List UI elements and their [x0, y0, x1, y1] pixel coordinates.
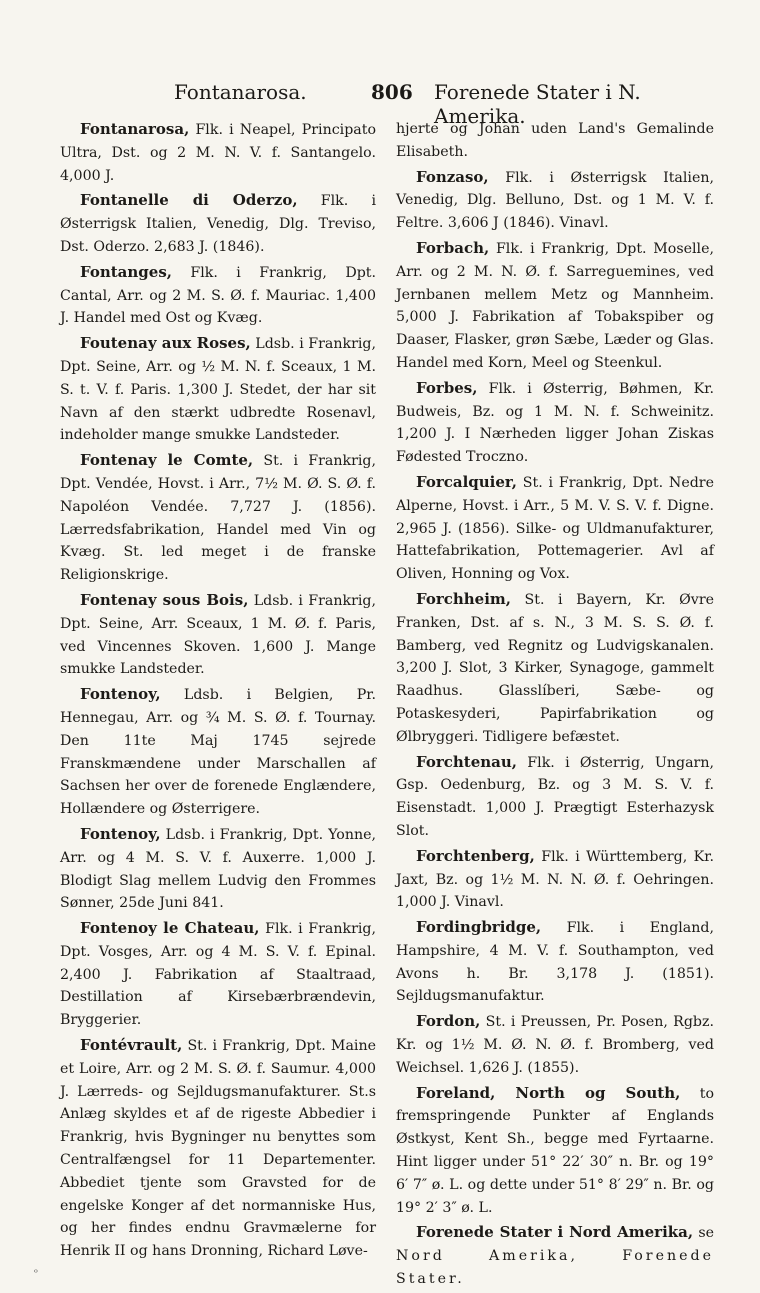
- entry-continuation: [396, 118, 714, 164]
- entry-text: Ldsb. i Frankrig, Dpt. Seine, Arr. og ½ M. N. f. Sceaux, 1 M. S. t. V. f. Paris. 1,300 J. Stedet, der har sit Navn af den stærkt udbredte Rosenavl, indeholder mange smukke Landsteder.: [60, 336, 376, 444]
- entry-headword: Fordon,: [416, 1012, 481, 1031]
- entry-headword: Foutenay aux Roses,: [80, 334, 251, 353]
- entry-text: Flk. i Württemberg, Kr. Jaxt, Bz. og 1½ M. N. N. Ø. f. Oehringen. 1,000 J. Vinavl.: [396, 848, 714, 911]
- entry: [60, 261, 376, 330]
- entry-text: Ldsb. i Frankrig, Dpt. Seine, Arr. Sceaux, 1 M. Ø. f. Paris, ved Vincennes Skoven. 1,600 J. Mange smukke Landsteder.: [60, 592, 376, 678]
- entry-text: Flk. i Neapel, Principato Ultra, Dst. og 2 M. N. V. f. Santangelo. 4,000 J.: [60, 122, 376, 184]
- entry-headword: Forbach,: [416, 238, 490, 257]
- entry-headword: Fontenoy le Chateau,: [80, 919, 260, 938]
- entry-headword: Fontévrault,: [80, 1036, 183, 1055]
- entry-text: St. i Preussen, Pr. Posen, Rgbz. Kr. og 1½ M. Ø. N. Ø. f. Bromberg, ved Weichsel. 1,626 J. (1855).: [396, 1014, 714, 1076]
- entry-headword: Forchheim,: [416, 589, 512, 608]
- entry: [396, 377, 714, 469]
- right-column: [396, 118, 714, 1293]
- header-right-keyword: Forenede Stater i N. Amerika.: [434, 80, 641, 128]
- entry-headword: Fontanarosa,: [80, 120, 190, 138]
- entry: [60, 1034, 376, 1263]
- entry: [396, 845, 714, 914]
- entry: [396, 916, 714, 1008]
- entry-text: Flk. i Frankrig, Dpt. Vosges, Arr. og 4 M. S. V. f. Epinal. 2,400 J. Fabrikation af Staaltraad, Destillation af Kirsebærbrændevin, Bryggerier.: [60, 921, 376, 1029]
- footer-mark: ᵒ: [34, 1268, 38, 1279]
- entry: [396, 751, 714, 843]
- entry-text: Ldsb. i Frankrig, Dpt. Yonne, Arr. og 4 M. S. V. f. Auxerre. 1,000 J. Blodigt Slag mellem Ludvig den Frommes Sønner, 25de Juni 841.: [60, 826, 376, 912]
- entry-text: Flk. i England, Hampshire, 4 M. V. f. Southampton, ved Avons h. Br. 3,178 J. (1851). Sejldugsmanufaktur.: [396, 920, 714, 1005]
- entry: [60, 449, 376, 587]
- entry: [396, 471, 714, 586]
- entry: [60, 189, 376, 258]
- entry-text: Ldsb. i Belgien, Pr. Hennegau, Arr. og ¾ M. S. Ø. f. Tournay. Den 11te Maj 1745 sejrede Franskmændene under Marschallen af Sachsen her over de forenede Englændere, Hollændere og Østerrigere.: [60, 687, 376, 818]
- entry-text: Flk. i Frankrig, Dpt. Cantal, Arr. og 2 M. S. Ø. f. Mauriac. 1,400 J. Handel med Ost og Kvæg.: [60, 264, 376, 327]
- entry: [396, 166, 714, 235]
- entry: [60, 917, 376, 1032]
- entry: [60, 683, 376, 821]
- entry-headword: Fontenay le Comte,: [80, 451, 254, 470]
- header-left-keyword: Fontanarosa.: [174, 80, 307, 104]
- entry-text: St. i Frankrig, Dpt. Vendée, Hovst. i Arr., 7½ M. Ø. S. Ø. f. Napoléon Vendée. 7,727 J. (1856). Lærredsfabrikation, Handel med Vin og Kvæg. St. led meget i de franske Religionskrige.: [60, 453, 376, 584]
- entry-headword: Foreland, North og South,: [416, 1083, 681, 1102]
- left-column: [60, 118, 376, 1265]
- running-header: [44, 76, 734, 128]
- entry-text: St. i Bayern, Kr. Øvre Franken, Dst. af s. N., 3 M. S. S. Ø. f. Bamberg, ved Regnitz og Ludvigskanalen. 3,200 J. Slot, 3 Kirker, Synagoge, gammelt Raadhus. Glasslíberi, Sæbe- og Potaskesyderi, Papirfabrikation og Ølbryggeri. Tidligere befæstet.: [396, 591, 714, 745]
- entry: [396, 588, 714, 749]
- entry-text: se: [693, 1225, 714, 1242]
- entry: [60, 589, 376, 681]
- entry-headword: Forenede Stater i Nord Amerika,: [416, 1223, 694, 1242]
- entry-headword: Fontenoy,: [80, 824, 161, 843]
- entry-text: to fremspringende Punkter af Englands Østkyst, Kent Sh., begge med Fyrtaarne. Hint ligger under 51° 22′ 30″ n. Br. og 19° 6′ 7″ ø. L. og dette under 51° 8′ 29″ n. Br. og 19° 2′ 3″ ø. L.: [396, 1085, 714, 1216]
- entry: [396, 1221, 714, 1290]
- entry-text: St. i Frankrig, Dpt. Maine et Loire, Arr. og 2 M. S. Ø. f. Saumur. 4,000 J. Lærreds- og Sejldugsmanufakturer. St.s Anlæg skyldes et af de rigeste Abbedier i Frankrig, hvis Bygninger nu benyttes som Centralfængsel for 11 Departementer. Abbediet tjente som Gravsted for de engelske Konger af det normanniske Hus, og her findes endnu Gravmælerne for Henrik II og hans Dronning, Richard Løve-: [60, 1038, 376, 1260]
- entry-headword: Forchtenberg,: [416, 846, 535, 865]
- entry: [396, 1082, 714, 1220]
- entry-text: Flk. i Østerrigsk Italien, Venedig, Dlg. Treviso, Dst. Oderzo. 2,683 J. (1846).: [60, 193, 377, 255]
- entry-headword: Fontanelle di Oderzo,: [80, 191, 298, 210]
- entry-text: Flk. i Østerrigsk Italien, Venedig, Dlg. Belluno, Dst. og 1 M. V. f. Feltre. 3,606 J (1846). Vinavl.: [396, 169, 714, 232]
- cross-reference: Nord Amerika, Forenede Stater.: [396, 1248, 714, 1288]
- entry-headword: Fonzaso,: [416, 167, 489, 186]
- entry-text: Flk. i Frankrig, Dpt. Moselle, Arr. og 2 M. N. Ø. f. Sarreguemines, ved Jernbanen mellem Metz og Mannheim. 5,000 J. Fabrikation af Tobakspiber og Daaser, Flasker, grøn Sæbe, Læder og Glas. Handel med Korn, Meel og Steenkul.: [396, 240, 714, 371]
- entry-text: St. i Frankrig, Dpt. Nedre Alperne, Hovst. i Arr., 5 M. V. S. V. f. Digne. 2,965 J. (1856). Silke- og Uldmanufakturer, Hattefabrikation, Pottemagerier. Avl af Oliven, Honning og Vox.: [396, 474, 714, 583]
- entry-headword: Fontenay sous Bois,: [80, 590, 249, 609]
- entry-headword: Fontanges,: [80, 262, 172, 281]
- entry-headword: Forbes,: [416, 378, 478, 397]
- entry-headword: Fordingbridge,: [416, 918, 542, 937]
- entry: [60, 118, 376, 187]
- entry-headword: Forcalquier,: [416, 472, 517, 491]
- entry-headword: Fontenoy,: [80, 685, 161, 704]
- entry-text: hjerte og Johan uden Land's Gemalinde Elisabeth.: [396, 121, 714, 160]
- page-number: 806: [371, 80, 413, 104]
- entry-text: Flk. i Østerrig, Bøhmen, Kr. Budweis, Bz. og 1 M. N. f. Schweinitz. 1,200 J. I Nærheden ligger Johan Ziskas Fødested Troczno.: [396, 380, 714, 466]
- entry-text: Flk. i Østerrig, Ungarn, Gsp. Oedenburg, Bz. og 3 M. S. V. f. Eisenstadt. 1,000 J. Prægtigt Esterhazysk Slot.: [396, 754, 714, 839]
- entry: [60, 823, 376, 915]
- entry: [60, 332, 376, 447]
- entry: [396, 1010, 714, 1079]
- entry-headword: Forchtenau,: [416, 752, 518, 771]
- entry: [396, 237, 714, 375]
